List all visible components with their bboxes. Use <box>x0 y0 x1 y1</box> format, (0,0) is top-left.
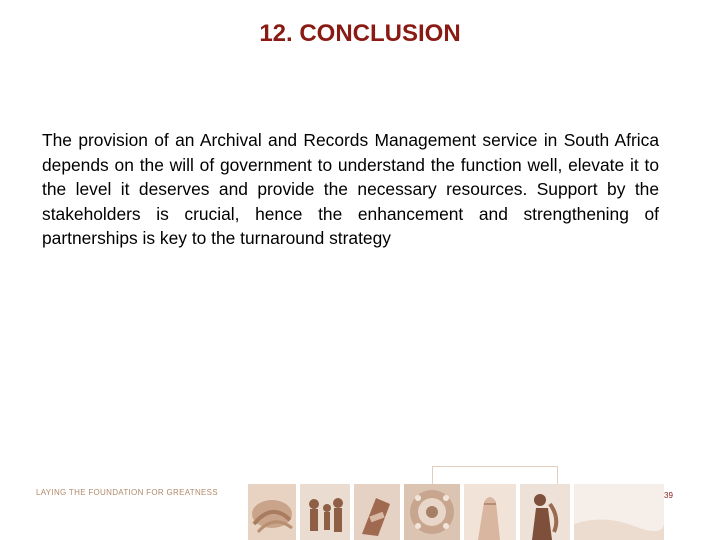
beadwork-photo-tile <box>404 484 460 540</box>
conclusion-paragraph: The provision of an Archival and Records Management service in South Africa depends on the will of government to understand the function well, elevate it to the level it deserves and provide the necessary resources. Support by the stakeholders is crucial, hence the enhancement and strengthening of partnerships is key to the turnaround strategy <box>42 130 659 248</box>
slide-title: 12. CONCLUSION <box>259 20 461 47</box>
faded-image-tile <box>574 484 664 540</box>
musician-photo-tile <box>520 484 570 540</box>
ballet-shoe-photo-tile <box>464 484 516 540</box>
family-photo-tile <box>300 484 350 540</box>
footer-image-strip <box>248 484 688 540</box>
page-number: 39 <box>664 491 673 500</box>
footer-tagline: LAYING THE FOUNDATION FOR GREATNESS <box>36 488 218 497</box>
hands-photo-tile <box>248 484 296 540</box>
hand-gesture-photo-tile <box>354 484 400 540</box>
